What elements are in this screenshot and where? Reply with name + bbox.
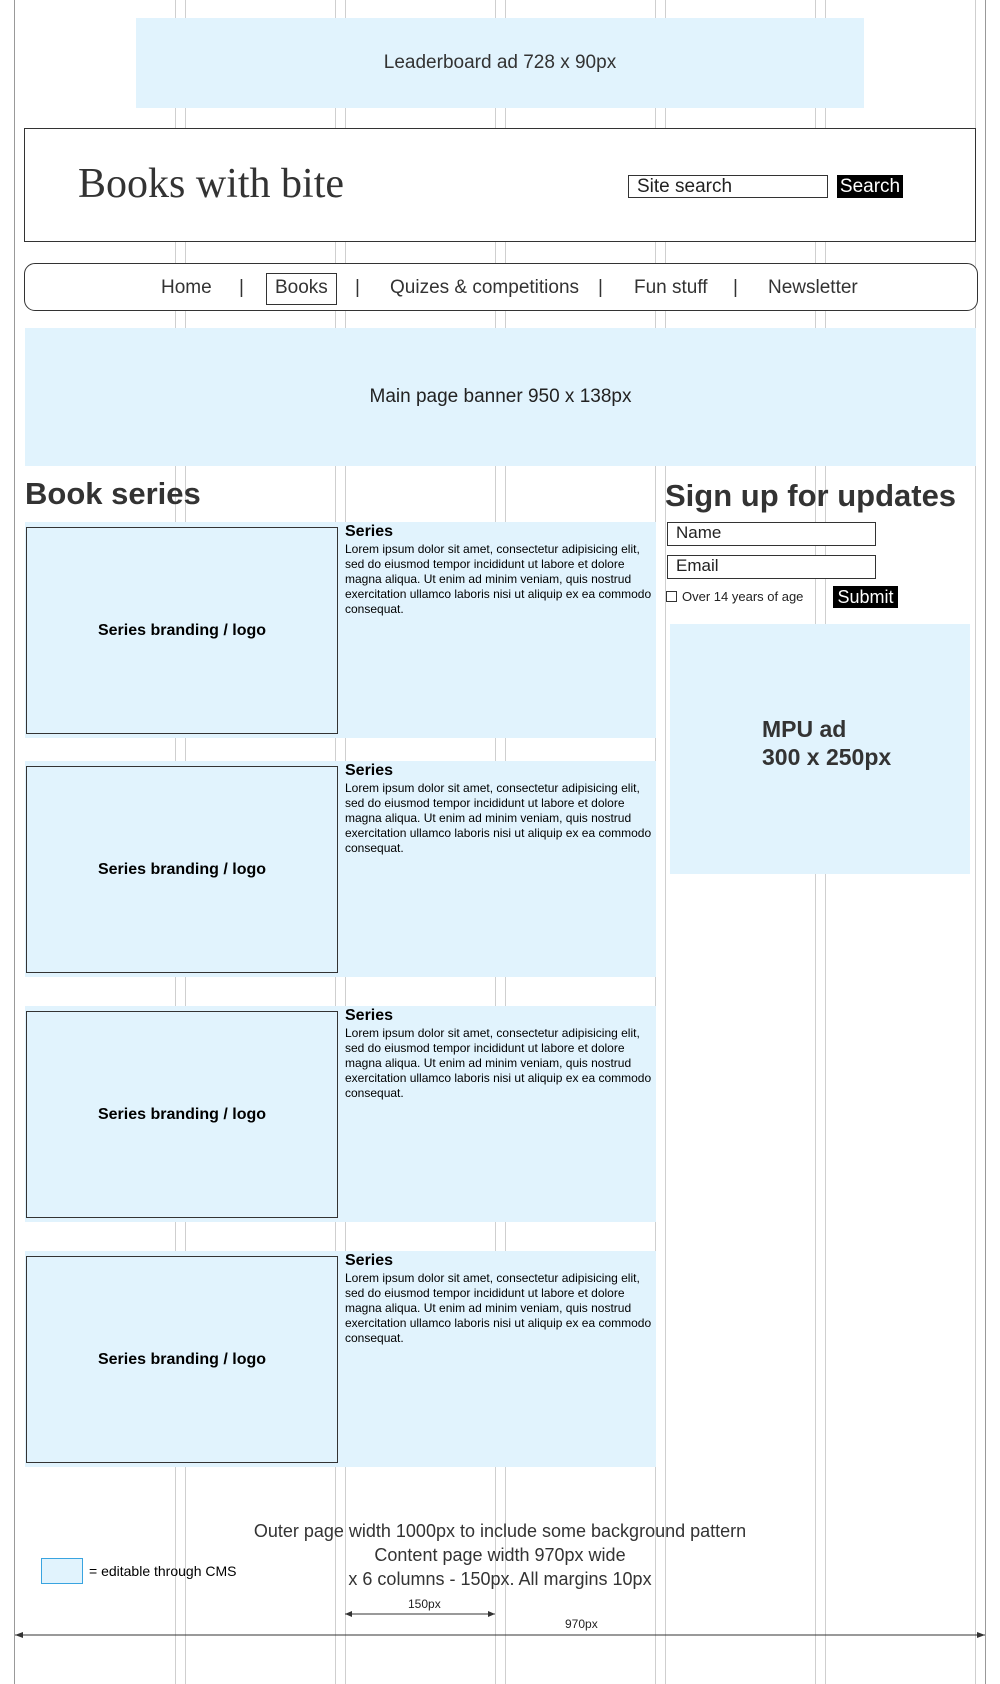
- series-logo-label: Series branding / logo: [97, 1350, 267, 1368]
- age-checkbox-label: Over 14 years of age: [682, 589, 804, 604]
- site-title[interactable]: Books with bite: [78, 161, 345, 207]
- series-title[interactable]: Series: [345, 523, 394, 540]
- site-search-input[interactable]: Site search: [628, 175, 828, 198]
- series-logo-label: Series branding / logo: [97, 860, 267, 878]
- nav-item-quizes[interactable]: Quizes & competitions: [390, 277, 580, 298]
- nav-separator: |: [598, 277, 603, 298]
- nav-separator: |: [355, 277, 360, 298]
- note-content-width: Content page width 970px wide: [374, 1545, 626, 1565]
- series-logo-label: Series branding / logo: [97, 1105, 267, 1123]
- nav-item-books[interactable]: Books: [266, 273, 337, 305]
- series-description: Lorem ipsum dolor sit amet, consectetur adipisicing elit, sed do eiusmod tempor incididunt ut labore et dolore magna aliqua. Ut enim ad minim veniam, quis nostrud exercitation ullamco laboris nisi ut aliquip ex ea commodo consequat.: [345, 542, 652, 616]
- series-description: Lorem ipsum dolor sit amet, consectetur adipisicing elit, sed do eiusmod tempor incididunt ut labore et dolore magna aliqua. Ut enim ad minim veniam, quis nostrud exercitation ullamco laboris nisi ut aliquip ex ea commodo consequat.: [345, 1271, 652, 1345]
- signup-heading: Sign up for updates: [665, 478, 957, 513]
- note-outer-width: Outer page width 1000px to include some background pattern: [253, 1521, 747, 1541]
- cms-legend-text: = editable through CMS: [89, 1563, 237, 1579]
- mpu-ad-label: MPU ad: [762, 716, 847, 742]
- nav-separator: |: [239, 277, 244, 298]
- series-description: Lorem ipsum dolor sit amet, consectetur adipisicing elit, sed do eiusmod tempor incididunt ut labore et dolore magna aliqua. Ut enim ad minim veniam, quis nostrud exercitation ullamco laboris nisi ut aliquip ex ea commodo consequat.: [345, 781, 652, 855]
- series-title[interactable]: Series: [345, 1252, 394, 1269]
- series-title[interactable]: Series: [345, 762, 394, 779]
- page-width-label: 970px: [565, 1617, 598, 1631]
- main-banner-label: Main page banner 950 x 138px: [369, 386, 632, 407]
- series-description: Lorem ipsum dolor sit amet, consectetur adipisicing elit, sed do eiusmod tempor incididunt ut labore et dolore magna aliqua. Ut enim ad minim veniam, quis nostrud exercitation ullamco laboris nisi ut aliquip ex ea commodo consequat.: [345, 1026, 652, 1100]
- search-button[interactable]: Search: [837, 175, 903, 198]
- mpu-ad-size: 300 x 250px: [762, 744, 892, 770]
- nav-item-home[interactable]: Home: [161, 277, 212, 298]
- note-columns: x 6 columns - 150px. All margins 10px: [348, 1569, 652, 1589]
- name-field[interactable]: Name: [667, 522, 876, 546]
- nav-item-fun-stuff[interactable]: Fun stuff: [634, 277, 708, 298]
- leaderboard-ad-label: Leaderboard ad 728 x 90px: [383, 52, 617, 73]
- column-width-label: 150px: [408, 1597, 441, 1611]
- series-title[interactable]: Series: [345, 1007, 394, 1024]
- series-logo-label: Series branding / logo: [97, 621, 267, 639]
- book-series-heading: Book series: [25, 476, 201, 511]
- email-field[interactable]: Email: [667, 555, 876, 579]
- nav-item-newsletter[interactable]: Newsletter: [768, 277, 858, 298]
- submit-button[interactable]: Submit: [833, 586, 898, 608]
- nav-separator: |: [733, 277, 738, 298]
